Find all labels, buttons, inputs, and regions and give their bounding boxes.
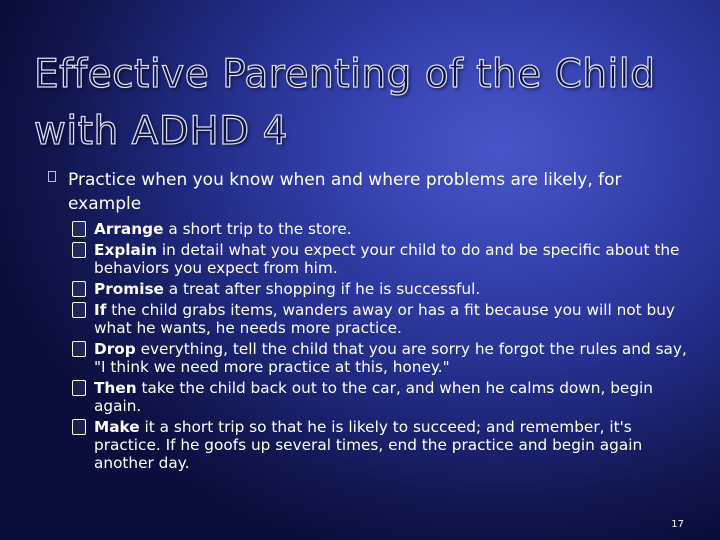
sub-bullet-keyword: Make [94,418,140,436]
sub-bullet-text: a treat after shopping if he is successful. [163,280,481,298]
sub-bullet-item [72,301,696,337]
sub-bullet-text: a short trip to the store. [163,220,352,238]
sub-bullet-item [72,280,696,298]
sub-bullet-keyword: Arrange [94,220,164,238]
sub-bullet-text: everything, tell the child that you are sorry he forgot the rules and say, "I think we need more practice at this, honey." [94,340,687,376]
sub-bullet-keyword: If [94,301,107,319]
box-bullet-icon [72,341,86,357]
box-bullet-icon [72,419,86,435]
sub-bullet-keyword: Drop [94,340,136,358]
sub-bullet-item [72,340,696,376]
sub-bullet-text: it a short trip so that he is likely to succeed; and remember, it's practice. If he goofs up several times, end the practice and begin again another day. [94,418,643,472]
page-number: 17 [671,519,684,530]
main-bullet-item [46,168,696,216]
main-bullet-text: Practice when you know when and where problems are likely, for example [68,170,622,214]
sub-bullet-text: take the child back out to the car, and when he calms down, begin again. [94,379,653,415]
slide-title [34,46,704,160]
box-bullet-icon [72,380,86,396]
square-outline-bullet-icon [48,171,56,182]
sub-bullet-item [72,418,696,472]
sub-bullet-keyword: Then [94,379,137,397]
sub-bullet-text: the child grabs items, wanders away or has a fit because you will not buy what he wants, he needs more practice. [94,301,675,337]
box-bullet-icon [72,221,86,237]
box-bullet-icon [72,302,86,318]
sub-bullet-list [46,220,696,472]
sub-bullet-item [72,241,696,277]
title-line-2: with ADHD 4 [34,109,288,154]
title-line-1: Effective Parenting of the Child [34,52,656,97]
sub-bullet-text: in detail what you expect your child to do and be specific about the behaviors you expect from him. [94,241,680,277]
box-bullet-icon [72,281,86,297]
sub-bullet-keyword: Explain [94,241,157,259]
slide-body [46,168,696,475]
box-bullet-icon [72,242,86,258]
sub-bullet-item [72,220,696,238]
sub-bullet-keyword: Promise [94,280,164,298]
sub-bullet-item [72,379,696,415]
